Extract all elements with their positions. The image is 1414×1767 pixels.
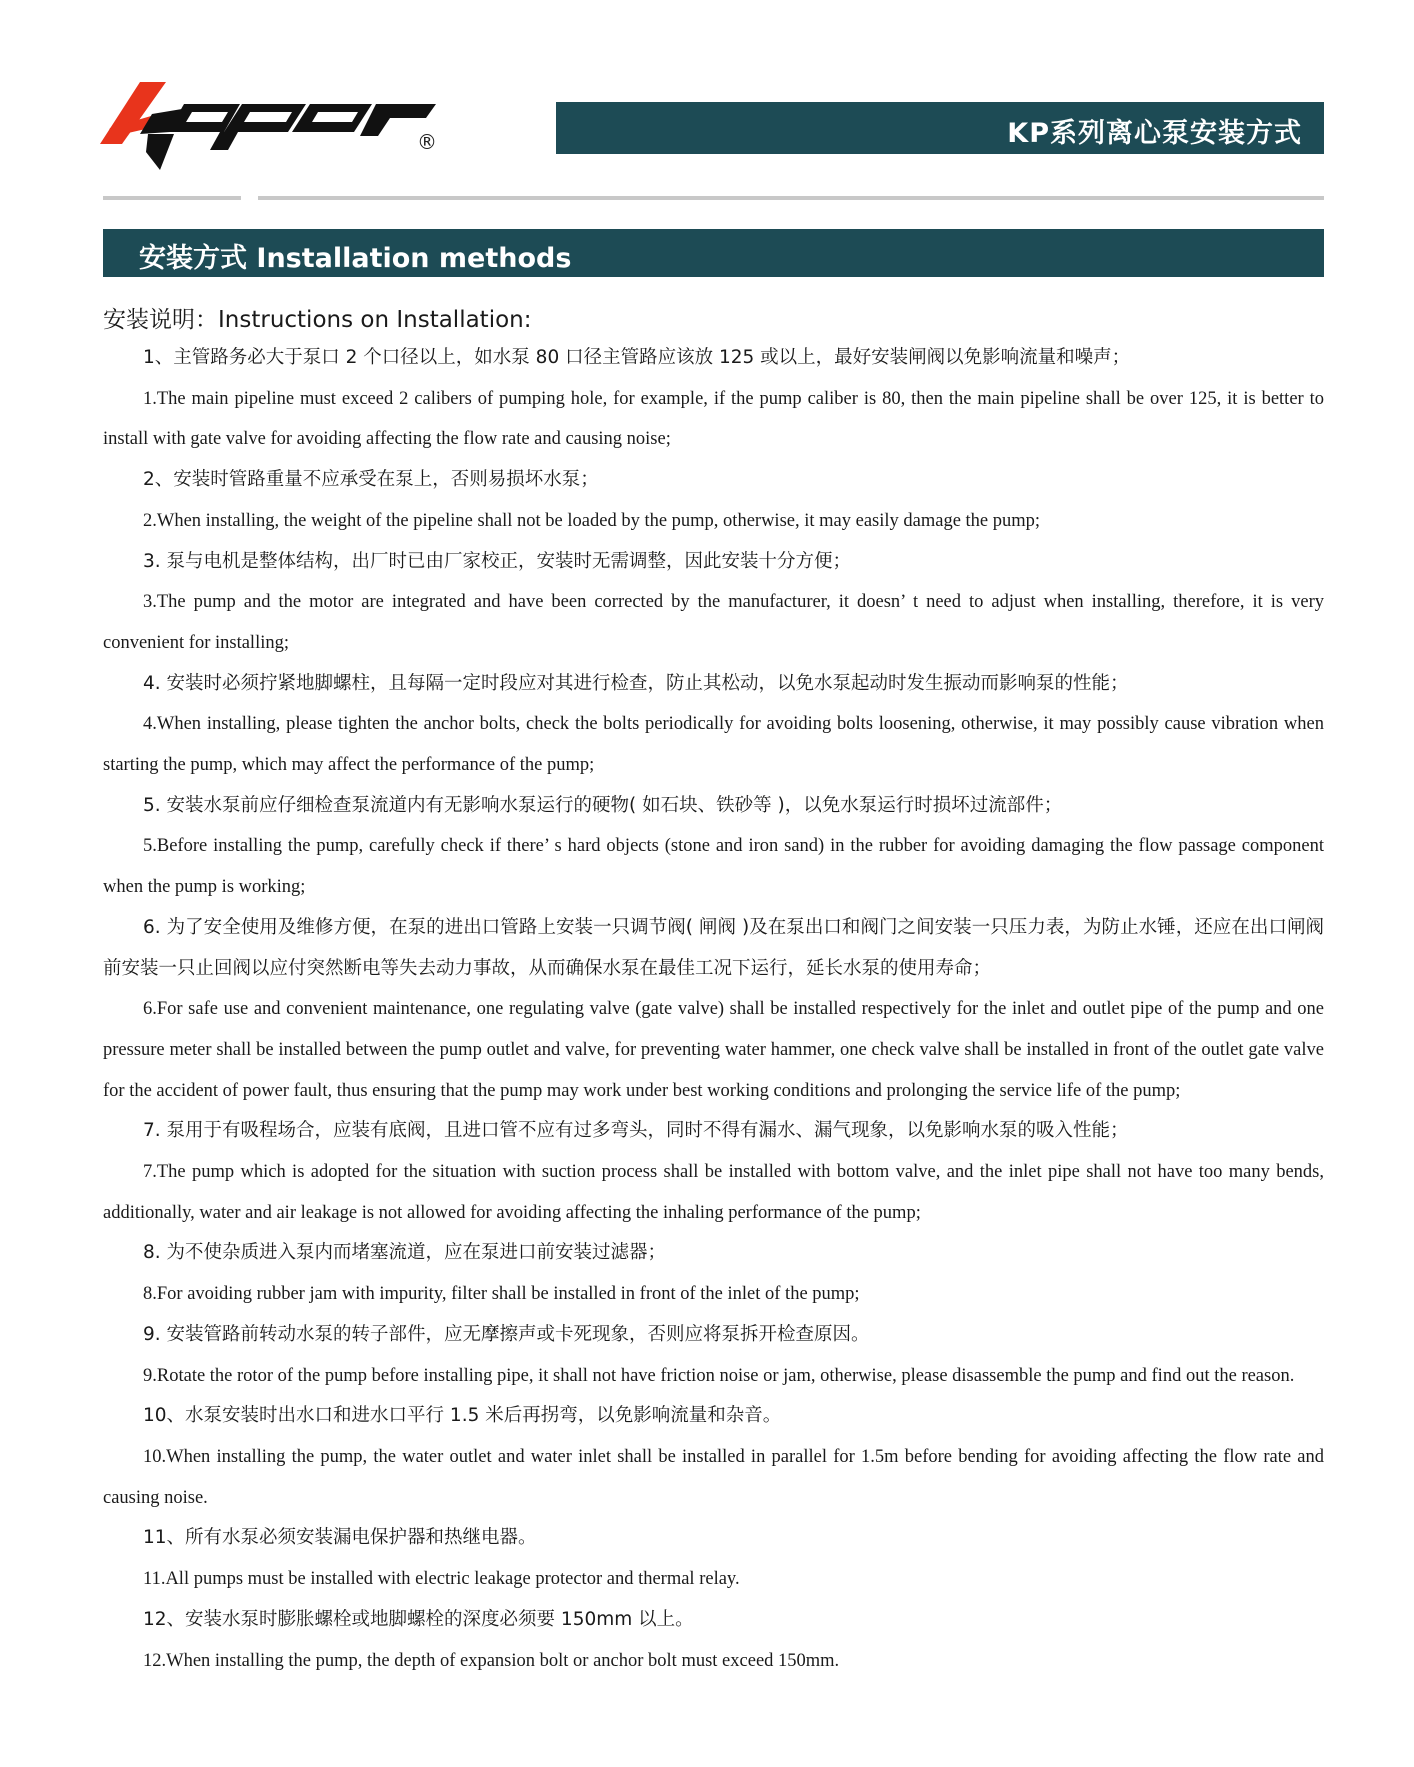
paragraph: 5. 安装水泵前应仔细检查泵流道内有无影响水泵运行的硬物( 如石块、铁砂等 )，以免水泵运行时损坏过流部件； [143,794,1063,816]
paragraph: 5.Before installing the pump, carefully check if there’ s hard objects (stone and iron sand) in the rubber for avoiding damaging the flow passage component when the pump is working; [103,836,1324,898]
paragraph: 11.All pumps must be installed with electric leakage protector and thermal relay. [143,1569,740,1590]
paragraph: 3.The pump and the motor are integrated and have been corrected by the manufacturer, it doesn’ t need to adjust when installing, therefore, it is very convenient for installing; [103,592,1324,653]
header-rule-right [258,196,1324,200]
paragraph: 2、安装时管路重量不应承受在泵上，否则易损坏水泵； [143,469,599,491]
paragraph: 9.Rotate the rotor of the pump before installing pipe, it shall not have friction noise or jam, otherwise, please disassemble the pump and find out the reason. [143,1365,1295,1386]
paragraph: 8. 为不使杂质进入泵内而堵塞流道，应在泵进口前安装过滤器； [143,1242,667,1264]
registered-mark: ® [417,130,437,154]
header-rule-left [103,196,241,200]
paragraph: 1、主管路务必大于泵口 2 个口径以上，如水泵 80 口径主管路应该放 125 或以上，最好安装闸阀以免影响流量和噪声； [143,347,1131,368]
keper-logo [100,74,450,184]
section-heading: 安装方式 Installation methods [139,243,572,274]
instructions-intro: 安装说明：Instructions on Installation: [103,307,532,333]
section-heading-bar [103,229,1324,277]
paragraph: 12、安装水泵时膨胀螺栓或地脚螺栓的深度必须要 150mm 以上。 [143,1608,694,1630]
paragraph: 6.For safe use and convenient maintenance, one regulating valve (gate valve) shall be installed respectively for the inlet and outlet pipe of the pump and one pressure meter shall be installed between the pump outlet and valve, for preventing water hammer, one check valve shall be installed in front of the outlet gate valve for the accident of power fault, thus ensuring that the pump may work under best working conditions and prolonging the service life of the pump; [103,999,1324,1101]
paragraph: 2.When installing, the weight of the pipeline shall not be loaded by the pump, otherwise, it may easily damage the pump; [143,510,1041,531]
header-title-bar [556,102,1324,154]
paragraph: 1.The main pipeline must exceed 2 calibers of pumping hole, for example, if the pump caliber is 80, then the main pipeline shall be over 125, it is better to install with gate valve for avoiding affecting the flow rate and causing noise; [103,388,1324,450]
paragraph: 4. 安装时必须拧紧地脚螺柱，且每隔一定时段应对其进行检查，防止其松动，以免水泵起动时发生振动而影响泵的性能； [143,672,1129,694]
paragraph: 6. 为了安全使用及维修方便，在泵的进出口管路上安装一只调节阀( 闸阀 )及在泵出口和阀门之间安装一只压力表，为防止水锤，还应在出口闸阀前安装一只止回阀以应付突然断电等失去动力事故，从而确保水泵在最佳工况下运行，延长水泵的使用寿命； [103,916,1324,979]
paragraph: 10、水泵安装时出水口和进水口平行 1.5 米后再拐弯，以免影响流量和杂音。 [143,1405,782,1427]
paragraph: 7. 泵用于有吸程场合，应装有底阀，且进口管不应有过多弯头，同时不得有漏水、漏气现象，以免影响水泵的吸入性能； [143,1120,1129,1142]
paragraph: 4.When installing, please tighten the anchor bolts, check the bolts periodically for avoiding bolts loosening, otherwise, it may possibly cause vibration when starting the pump, which may affect the performance of the pump; [103,714,1324,776]
paragraph: 9. 安装管路前转动水泵的转子部件，应无摩擦声或卡死现象，否则应将泵拆开检查原因。 [143,1323,870,1345]
paragraph: 8.For avoiding rubber jam with impurity, filter shall be installed in front of the inlet of the pump; [143,1284,860,1305]
paragraph: 10.When installing the pump, the water outlet and water inlet shall be installed in parallel for 1.5m before bending for avoiding affecting the flow rate and causing noise. [103,1446,1324,1508]
keper-logo-mark [100,74,450,184]
paragraph: 3. 泵与电机是整体结构，出厂时已由厂家校正，安装时无需调整，因此安装十分方便； [143,550,852,572]
page-title: KP系列离心泵安装方式 [1007,118,1302,149]
paragraph: 12.When installing the pump, the depth of expansion bolt or anchor bolt must exceed 150mm. [143,1650,840,1671]
instructions-body [103,338,1324,1681]
paragraph: 11、所有水泵必须安装漏电保护器和热继电器。 [143,1527,537,1549]
paragraph: 7.The pump which is adopted for the situation with suction process shall be installed with bottom valve, and the inlet pipe shall not have too many bends, additionally, water and air leakage is not allowed for avoiding affecting the inhaling performance of the pump; [103,1162,1324,1223]
